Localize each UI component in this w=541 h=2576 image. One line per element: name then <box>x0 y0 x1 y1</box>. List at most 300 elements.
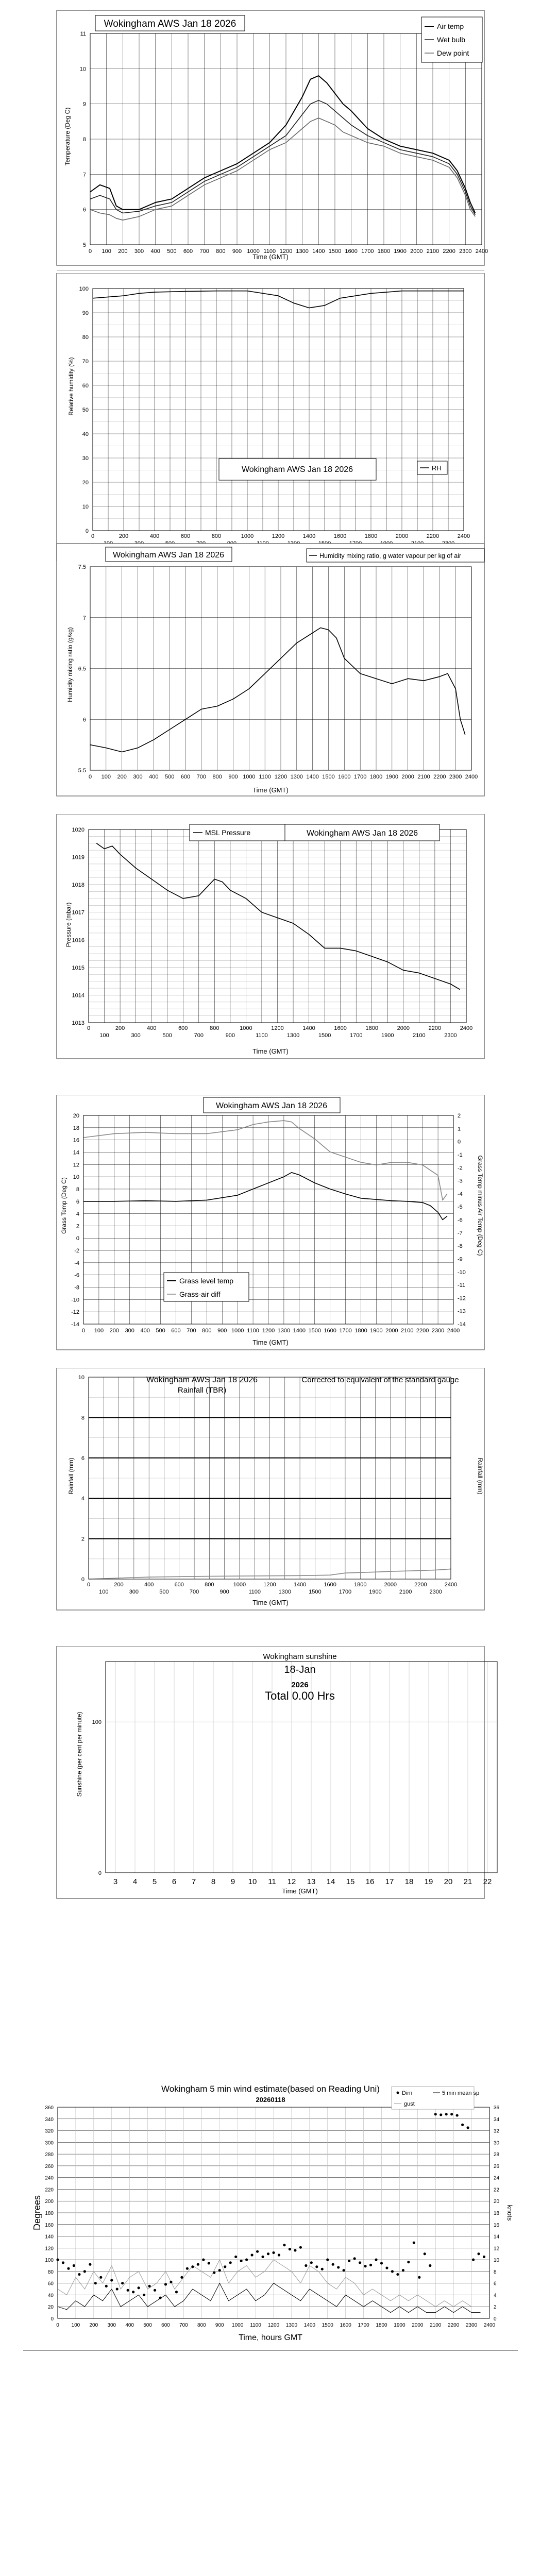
y-tick-label: 30 <box>82 455 89 462</box>
x-tick-label: 22 <box>483 1877 492 1886</box>
x-tick-label: 700 <box>189 1589 199 1595</box>
x-tick-label: 15 <box>346 1877 355 1886</box>
chart-subtitle: Rainfall (TBR) <box>177 1386 227 1395</box>
y-tick-label-right: -10 <box>458 1269 466 1276</box>
x-tick-label: 1900 <box>369 1589 382 1595</box>
x-tick-label: 2300 <box>465 2323 478 2328</box>
y-tick-label-right: 2 <box>458 1113 461 1119</box>
x-tick-label: 800 <box>216 248 226 255</box>
x-tick-label: 7 <box>191 1877 196 1886</box>
x-tick-label: 1200 <box>279 248 293 255</box>
x-tick-label: 1300 <box>278 1589 292 1595</box>
x-tick-label: 400 <box>144 1582 154 1588</box>
direction-point <box>385 2266 388 2269</box>
svg-text:Grass-air diff: Grass-air diff <box>179 1290 221 1298</box>
chart-title: Wokingham 5 min wind estimate(based on Reading Uni) <box>161 2084 380 2094</box>
y-tick-label-right: 4 <box>494 2293 497 2299</box>
x-tick-label: 1600 <box>324 1328 336 1334</box>
x-tick-label: 500 <box>164 774 175 780</box>
direction-point <box>110 2279 113 2281</box>
x-tick-label: 2200 <box>443 248 455 255</box>
direction-point <box>402 2269 404 2272</box>
y-tick-label: 2 <box>76 1223 79 1230</box>
direction-point <box>180 2276 183 2279</box>
y-tick-label-right: 20 <box>494 2199 500 2205</box>
direction-point <box>445 2113 448 2115</box>
x-tick-label: 2300 <box>449 774 462 780</box>
direction-point <box>467 2126 469 2129</box>
y-tick-label-right: -9 <box>458 1256 463 1263</box>
x-tick-label: 1400 <box>306 774 319 780</box>
direction-point <box>364 2265 366 2267</box>
direction-point <box>326 2259 329 2261</box>
x-tick-label: 10 <box>248 1877 257 1886</box>
y-tick-label: 40 <box>82 431 89 437</box>
y-tick-label: 12 <box>73 1162 79 1168</box>
x-tick-label: 6 <box>172 1877 177 1886</box>
x-tick-label: 20 <box>444 1877 453 1886</box>
chart-frame <box>57 273 484 561</box>
chart-frame <box>57 544 484 796</box>
y-tick-label: 200 <box>45 2199 54 2205</box>
x-tick-label: 800 <box>212 774 222 780</box>
x-tick-label: 600 <box>180 774 191 780</box>
y-tick-label: 0 <box>76 1235 79 1242</box>
direction-point <box>175 2291 178 2293</box>
x-tick-label: 100 <box>101 774 111 780</box>
x-tick-label: 800 <box>210 1025 219 1031</box>
x-tick-label: 2200 <box>433 774 446 780</box>
direction-point <box>218 2269 221 2272</box>
direction-point <box>94 2282 97 2284</box>
x-tick-label: 1100 <box>259 774 271 780</box>
svg-text:Dirn: Dirn <box>402 2090 413 2096</box>
x-axis-label: Time (GMT) <box>252 786 289 794</box>
y-tick-label: 6 <box>82 717 86 723</box>
svg-text:Dew point: Dew point <box>437 49 469 57</box>
y-tick-label: 1020 <box>72 827 84 833</box>
direction-point <box>483 2256 485 2258</box>
x-tick-label: 2200 <box>416 1328 429 1334</box>
y-tick-label-right: 6 <box>494 2281 497 2287</box>
y-tick-label-right: -4 <box>458 1191 463 1197</box>
x-tick-label: 1400 <box>303 2323 315 2328</box>
y-tick-label: -8 <box>74 1284 79 1291</box>
y-tick-label-right: 26 <box>494 2163 500 2170</box>
x-tick-label: 1100 <box>256 1032 268 1039</box>
y-tick-label: 1013 <box>72 1020 84 1026</box>
x-tick-label: 300 <box>131 1032 141 1039</box>
x-tick-label: 2400 <box>483 2323 496 2328</box>
x-tick-label: 1500 <box>328 248 342 255</box>
y-tick-label: 1019 <box>72 854 84 861</box>
direction-point <box>461 2124 464 2126</box>
y-tick-label: 60 <box>82 383 89 389</box>
direction-point <box>251 2253 253 2256</box>
x-tick-label: 500 <box>159 1589 169 1595</box>
y-tick-label: 60 <box>47 2281 54 2287</box>
x-tick-label: 2200 <box>426 533 439 539</box>
y-tick-label: 280 <box>45 2152 54 2158</box>
y-tick-label-right: 16 <box>494 2222 500 2228</box>
y-tick-label: 8 <box>76 1186 79 1193</box>
x-tick-label: 1200 <box>262 1328 275 1334</box>
direction-point <box>305 2264 307 2267</box>
x-tick-label: 2300 <box>444 1032 457 1039</box>
x-tick-label: 2100 <box>417 774 430 780</box>
y-tick-label: 7 <box>82 172 86 178</box>
x-tick-label: 1900 <box>394 2323 405 2328</box>
x-tick-label: 1400 <box>293 1582 307 1588</box>
y-tick-label-right: -1 <box>458 1151 463 1158</box>
x-tick-label: 1100 <box>250 2323 261 2328</box>
x-tick-label: 1400 <box>302 1025 315 1031</box>
x-tick-label: 0 <box>91 533 95 539</box>
y-tick-label: 1015 <box>72 964 84 971</box>
x-tick-label: 200 <box>89 2323 98 2328</box>
x-tick-label: 0 <box>87 1582 91 1588</box>
x-tick-label: 1800 <box>354 1582 367 1588</box>
y-tick-label-right: -11 <box>458 1282 466 1289</box>
y-tick-label: 320 <box>45 2128 54 2134</box>
y-axis-label-right: Rainfall (mm) <box>477 1458 484 1495</box>
y-tick-label-right: -5 <box>458 1204 463 1211</box>
y-tick-label: 100 <box>45 2258 54 2264</box>
total-sunshine: Total 0.00 Hrs <box>265 1689 335 1702</box>
y-tick-label: 40 <box>47 2293 54 2299</box>
x-tick-label: 2100 <box>401 1328 414 1334</box>
x-axis-label: Time, hours GMT <box>239 2333 302 2342</box>
x-tick-label: 1500 <box>308 1328 321 1334</box>
x-tick-label: 1600 <box>338 774 351 780</box>
y-tick-label: -10 <box>71 1297 79 1303</box>
x-tick-label: 1300 <box>290 774 303 780</box>
x-tick-label: 400 <box>149 774 159 780</box>
y-tick-label: 220 <box>45 2187 54 2193</box>
direction-point <box>78 2273 80 2276</box>
direction-point <box>272 2251 275 2254</box>
chart-frame <box>57 1646 484 1899</box>
x-tick-label: 19 <box>424 1877 433 1886</box>
direction-point <box>343 2269 345 2272</box>
direction-point <box>337 2266 340 2268</box>
direction-point <box>294 2249 296 2251</box>
y-axis-label: Temperature (Deg C) <box>64 107 71 166</box>
x-tick-label: 1800 <box>354 1328 367 1334</box>
y-tick-label-right: 34 <box>494 2116 500 2123</box>
direction-point <box>477 2252 480 2255</box>
x-axis-label: Time (GMT) <box>252 1338 289 1346</box>
x-tick-label: 8 <box>211 1877 216 1886</box>
x-tick-label: 500 <box>162 1032 172 1039</box>
rainfall-chart <box>0 1368 541 1615</box>
y-tick-label: 0 <box>50 2316 54 2322</box>
x-tick-label: 2100 <box>399 1589 412 1595</box>
y-tick-label-right: -6 <box>458 1217 463 1224</box>
x-tick-label: 300 <box>133 774 143 780</box>
direction-point <box>240 2260 243 2262</box>
x-tick-label: 2100 <box>426 248 439 255</box>
direction-point <box>89 2263 91 2266</box>
y-tick-label: 360 <box>45 2105 54 2111</box>
y-tick-label: 4 <box>76 1211 79 1217</box>
y-tick-label: 7.5 <box>78 564 86 570</box>
direction-point <box>138 2286 140 2289</box>
x-tick-label: 2200 <box>428 1025 442 1031</box>
direction-point <box>472 2259 475 2261</box>
x-tick-label: 1400 <box>293 1328 306 1334</box>
x-tick-label: 100 <box>102 248 111 255</box>
y-tick-label: 6 <box>81 1455 84 1462</box>
chart-frame <box>57 10 484 265</box>
direction-point <box>170 2281 172 2283</box>
y-tick-label-right: 12 <box>494 2246 500 2252</box>
x-tick-label: 2000 <box>401 774 414 780</box>
chart-title: Wokingham AWS Jan 18 2026 <box>146 1376 258 1384</box>
x-tick-label: 2400 <box>465 774 478 780</box>
y-tick-label: 0 <box>85 528 89 534</box>
x-tick-label: 1600 <box>345 248 358 255</box>
y-tick-label: -4 <box>74 1260 79 1266</box>
y-tick-label-right: -12 <box>458 1295 466 1302</box>
x-tick-label: 1900 <box>381 1032 394 1039</box>
x-tick-label: 400 <box>140 1328 150 1334</box>
direction-point <box>116 2287 119 2290</box>
y-tick-label: 180 <box>45 2211 54 2216</box>
x-tick-label: 0 <box>88 248 92 255</box>
y-tick-label-right: 32 <box>494 2128 500 2134</box>
x-tick-label: 1200 <box>263 1582 276 1588</box>
x-tick-label: 1700 <box>339 1328 352 1334</box>
y-tick-label: 10 <box>78 1375 84 1381</box>
y-tick-label: 120 <box>45 2246 54 2252</box>
y-tick-label: 1014 <box>72 992 84 999</box>
y-tick-label: 10 <box>82 504 89 510</box>
direction-point <box>67 2267 70 2270</box>
x-tick-label: 2000 <box>395 533 409 539</box>
direction-point <box>439 2113 442 2116</box>
svg-text:gust: gust <box>404 2101 415 2107</box>
direction-point <box>369 2264 372 2266</box>
legend-item-mixing-ratio <box>309 552 461 560</box>
x-axis-label: Time (GMT) <box>252 253 289 261</box>
y-tick-label-right: 36 <box>494 2105 500 2111</box>
y-tick-label-right: -14 <box>458 1321 466 1328</box>
x-tick-label: 1600 <box>324 1582 336 1588</box>
x-tick-label: 2200 <box>414 1582 427 1588</box>
direction-point <box>391 2270 394 2273</box>
y-tick-label-right: 30 <box>494 2140 500 2146</box>
y-tick-label: 1016 <box>72 937 84 944</box>
direction-point <box>148 2285 150 2287</box>
y-tick-label: 0 <box>81 1577 84 1583</box>
y-axis-label: Sunshine (per cent per minute) <box>76 1711 83 1797</box>
x-tick-label: 1000 <box>240 1025 252 1031</box>
chart-title: Wokingham sunshine <box>263 1652 337 1661</box>
y-tick-label: 4 <box>81 1496 84 1502</box>
series-line-mean-speed <box>58 2283 481 2313</box>
y-tick-label: 20 <box>82 480 89 486</box>
y-tick-label: 240 <box>45 2175 54 2181</box>
svg-text:5 min mean sp: 5 min mean sp <box>442 2090 480 2096</box>
pressure-chart <box>0 814 541 1061</box>
x-tick-label: 21 <box>463 1877 472 1886</box>
temperature-chart <box>0 8 541 268</box>
direction-point <box>375 2259 377 2261</box>
x-tick-label: 500 <box>156 1328 165 1334</box>
chart-title: Wokingham AWS Jan 18 2026 <box>215 1101 328 1110</box>
x-tick-label: 1000 <box>247 248 260 255</box>
chart-title: Wokingham AWS Jan 18 2026 <box>306 829 418 838</box>
y-tick-label: 160 <box>45 2222 54 2228</box>
x-tick-label: 400 <box>150 248 160 255</box>
grid <box>93 289 464 531</box>
grass-temperature-chart <box>0 1095 541 1352</box>
x-tick-label: 900 <box>232 248 242 255</box>
direction-point <box>278 2253 280 2256</box>
direction-point <box>143 2294 145 2296</box>
x-tick-label: 100 <box>71 2323 80 2328</box>
svg-text:Wet bulb: Wet bulb <box>437 36 465 44</box>
x-tick-label: 11 <box>268 1877 276 1886</box>
x-tick-label: 1600 <box>340 2323 351 2328</box>
y-tick-label: 260 <box>45 2163 54 2170</box>
y-tick-label-right: -7 <box>458 1230 463 1236</box>
y-tick-label: 5 <box>82 242 86 248</box>
x-tick-label: 1300 <box>296 248 309 255</box>
x-tick-label: 600 <box>178 1025 188 1031</box>
x-axis-label: Time (GMT) <box>282 1887 318 1895</box>
direction-point <box>234 2256 237 2258</box>
x-tick-label: 900 <box>225 1032 235 1039</box>
humidity-chart <box>0 273 541 564</box>
wind-chart <box>0 2081 541 2354</box>
x-tick-label: 1100 <box>247 1328 259 1334</box>
x-tick-label: 300 <box>129 1589 139 1595</box>
direction-point <box>321 2268 324 2270</box>
direction-point <box>353 2257 356 2260</box>
direction-point <box>434 2113 437 2115</box>
x-tick-label: 200 <box>115 1025 125 1031</box>
direction-point <box>154 2289 156 2292</box>
chart-title: Wokingham AWS Jan 18 2026 <box>112 551 225 560</box>
direction-point <box>127 2289 129 2292</box>
direction-point <box>164 2283 167 2285</box>
direction-point <box>132 2291 134 2293</box>
y-tick-label: 11 <box>80 31 86 37</box>
y-tick-label: 6 <box>76 1198 79 1205</box>
x-tick-label: 500 <box>167 248 177 255</box>
direction-point <box>191 2265 194 2268</box>
chart-title: Wokingham AWS Jan 18 2026 <box>241 465 353 474</box>
x-tick-label: 400 <box>125 2323 134 2328</box>
x-tick-label: 1900 <box>394 248 407 255</box>
y-tick-label: 70 <box>82 359 89 365</box>
y-tick-label: 50 <box>82 407 89 413</box>
x-tick-label: 2400 <box>457 533 470 539</box>
direction-point <box>202 2259 205 2261</box>
x-tick-label: 2000 <box>385 1328 398 1334</box>
x-tick-label: 1700 <box>349 1032 363 1039</box>
x-tick-label: 0 <box>56 2323 59 2328</box>
x-tick-label: 800 <box>211 533 222 539</box>
y-tick-label: 5.5 <box>78 768 86 774</box>
direction-point <box>213 2272 215 2274</box>
sunshine-chart <box>0 1646 541 1904</box>
y-tick-label-right: 14 <box>494 2234 500 2240</box>
x-tick-label: 9 <box>230 1877 235 1886</box>
chart-title: Wokingham AWS Jan 18 2026 <box>104 19 236 29</box>
x-tick-label: 700 <box>194 1032 204 1039</box>
x-tick-label: 2000 <box>412 2323 424 2328</box>
direction-point <box>121 2282 124 2284</box>
direction-point <box>450 2113 453 2115</box>
x-tick-label: 1700 <box>339 1589 352 1595</box>
x-tick-label: 800 <box>197 2323 206 2328</box>
x-tick-label: 800 <box>205 1582 214 1588</box>
x-tick-label: 1800 <box>365 1025 378 1031</box>
y-tick-label: 10 <box>79 66 86 73</box>
x-tick-label: 17 <box>385 1877 394 1886</box>
x-tick-label: 1100 <box>248 1589 261 1595</box>
direction-point <box>429 2264 431 2267</box>
y-tick-label: 6.5 <box>78 666 86 672</box>
y-tick-label-right: 10 <box>494 2258 500 2264</box>
x-tick-label: 0 <box>88 774 92 780</box>
x-tick-label: 700 <box>199 248 209 255</box>
x-tick-label: 100 <box>99 1032 109 1039</box>
x-tick-label: 2400 <box>444 1582 458 1588</box>
direction-point <box>159 2297 161 2299</box>
y-tick-label-right: 18 <box>494 2211 500 2216</box>
y-tick-label-right: 8 <box>494 2269 497 2275</box>
x-tick-label: 1200 <box>272 533 285 539</box>
chart-frame <box>57 814 484 1059</box>
direction-point <box>267 2252 269 2255</box>
x-tick-label: 18 <box>404 1877 414 1886</box>
y-axis-label: Pressure (mbar) <box>65 902 72 947</box>
direction-point <box>413 2241 415 2244</box>
x-tick-label: 16 <box>365 1877 375 1886</box>
x-tick-label: 3 <box>113 1877 118 1886</box>
direction-point <box>407 2261 410 2263</box>
direction-point <box>289 2248 291 2250</box>
svg-text:Air temp: Air temp <box>437 22 464 30</box>
x-tick-label: 1400 <box>312 248 325 255</box>
x-tick-label: 2400 <box>460 1025 473 1031</box>
x-tick-label: 1100 <box>263 248 276 255</box>
y-tick-label: 90 <box>82 310 89 316</box>
x-tick-label: 1000 <box>243 774 256 780</box>
x-tick-label: 1000 <box>241 533 254 539</box>
x-tick-label: 1500 <box>322 774 335 780</box>
x-tick-label: 2100 <box>413 1032 426 1039</box>
x-tick-label: 700 <box>187 1328 196 1334</box>
x-tick-label: 900 <box>228 774 238 780</box>
y-tick-label-right: 0 <box>458 1139 461 1145</box>
x-tick-label: 13 <box>307 1877 316 1886</box>
y-tick-label: 20 <box>73 1113 79 1119</box>
x-tick-label: 1300 <box>285 2323 298 2328</box>
y-tick-label: 18 <box>73 1125 79 1131</box>
y-tick-label: -2 <box>74 1248 79 1255</box>
x-tick-label: 600 <box>171 1328 181 1334</box>
x-tick-label: 1000 <box>233 1582 246 1588</box>
direction-point <box>197 2263 199 2266</box>
y-tick-label: 7 <box>82 615 86 621</box>
mixing-ratio-chart <box>0 541 541 799</box>
x-tick-label: 600 <box>180 533 191 539</box>
